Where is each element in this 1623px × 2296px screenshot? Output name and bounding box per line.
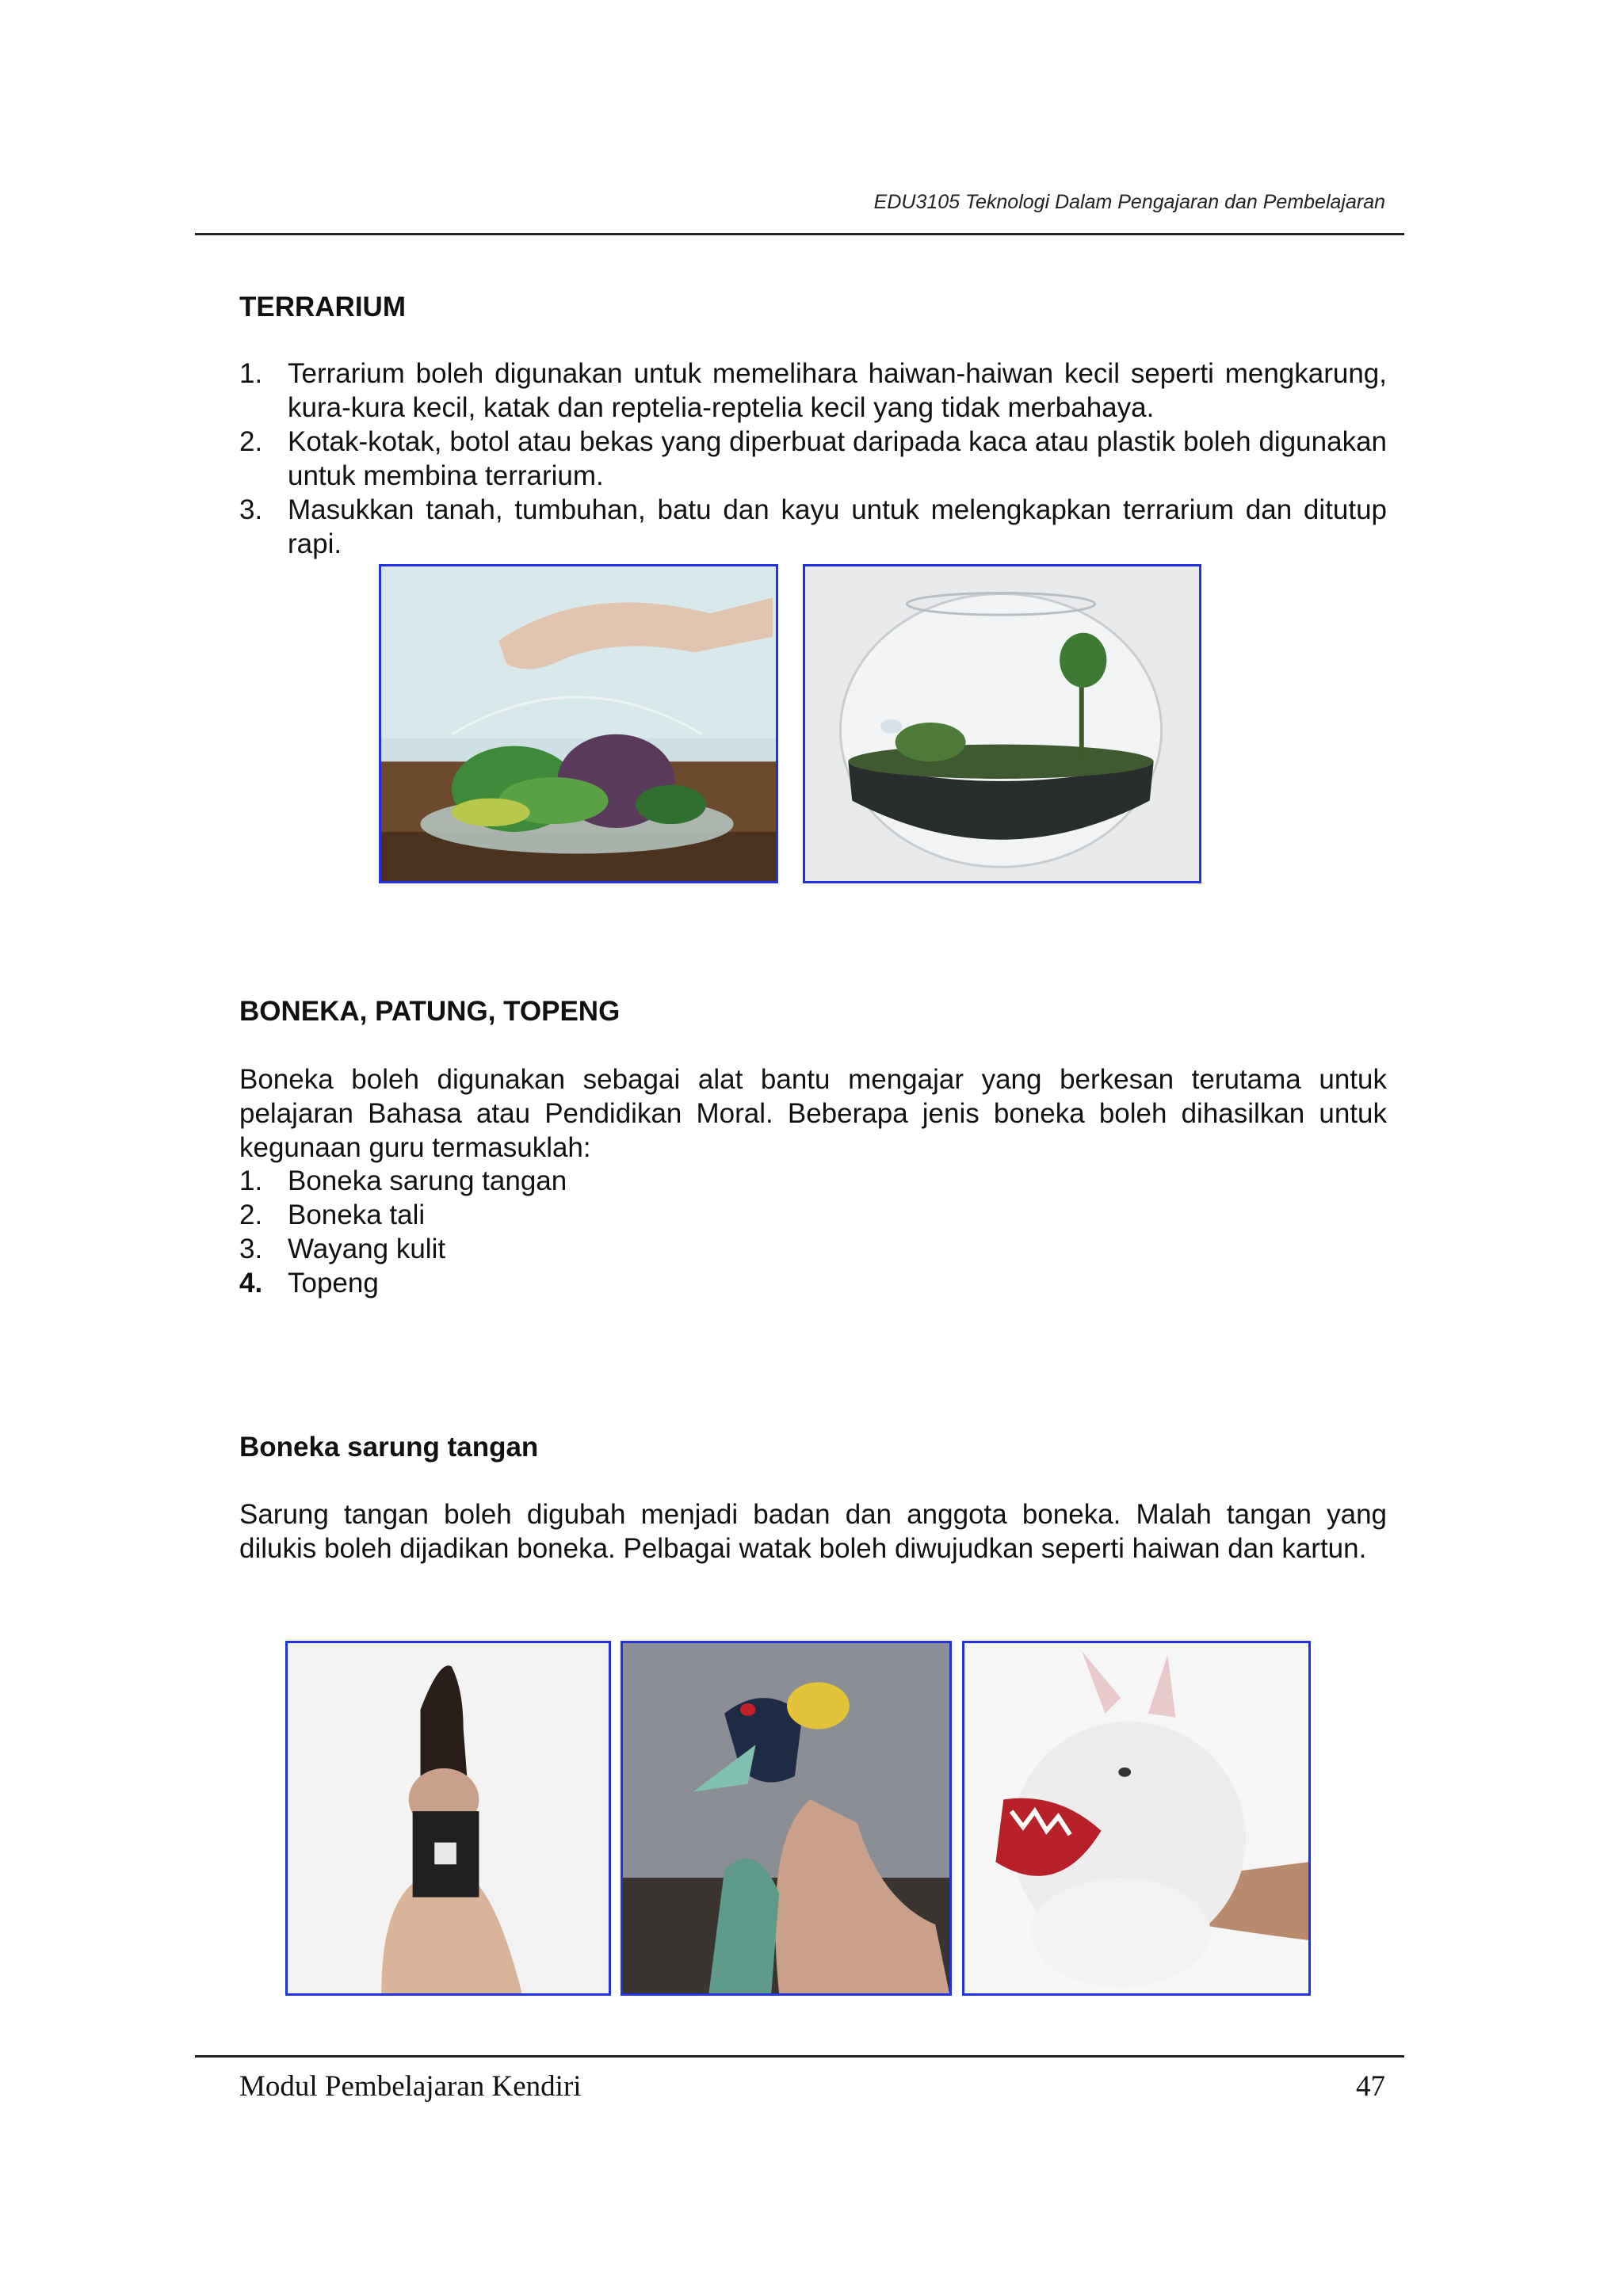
list-text: Kotak-kotak, botol atau bekas yang diperbuat daripada kaca atau plastik boleh digunakan untuk membina terrarium. [288, 426, 1387, 491]
list-item [239, 425, 1387, 493]
section-heading-boneka: BONEKA, PATUNG, TOPENG [239, 996, 621, 1027]
header-rule [195, 233, 1404, 235]
list-text: Terrarium boleh digunakan untuk memelihara haiwan-haiwan kecil seperti mengkarung, kura-kura kecil, katak dan reptelia-reptelia kecil yang tidak merbahaya. [288, 358, 1387, 423]
footer-title: Modul Pembelajaran Kendiri [239, 2070, 582, 2103]
list-text: Wayang kulit [288, 1234, 446, 1264]
footer-rule [195, 2055, 1404, 2058]
list-item [239, 1164, 1387, 1198]
list-text: Masukkan tanah, tumbuhan, batu dan kayu untuk melengkapkan terrarium dan ditutup rapi. [288, 494, 1387, 559]
puppet-photo-bunny [962, 1641, 1311, 1996]
list-text: Boneka tali [288, 1199, 426, 1230]
terrarium-photo-dome [379, 564, 778, 883]
terrarium-photo-bowl [803, 564, 1201, 883]
list-number: 4. [239, 1268, 263, 1299]
list-item [239, 1232, 1387, 1266]
list-number: 2. [239, 1199, 263, 1230]
list-number: 3. [239, 1234, 263, 1264]
list-text: Boneka sarung tangan [288, 1165, 567, 1196]
list-item [239, 1198, 1387, 1232]
section-heading-terrarium: TERRARIUM [239, 292, 406, 322]
list-text: Topeng [288, 1268, 379, 1299]
list-item [239, 357, 1387, 425]
running-header: EDU3105 Teknologi Dalam Pengajaran dan Pembelajaran [873, 191, 1385, 213]
puppet-photo-finger [285, 1641, 611, 1996]
list-number: 2. [239, 426, 263, 457]
list-item [239, 1266, 1387, 1300]
list-number: 1. [239, 1165, 263, 1196]
subsection-heading-sarung: Boneka sarung tangan [239, 1432, 539, 1463]
page-number: 47 [1356, 2070, 1385, 2103]
list-number: 1. [239, 358, 263, 389]
puppet-photo-birds [621, 1641, 952, 1996]
boneka-intro: Boneka boleh digunakan sebagai alat bantu mengajar yang berkesan terutama untuk pelajaran Bahasa atau Pendidikan Moral. Beberapa jenis boneka boleh dihasilkan untuk kegunaan guru termasuklah: [239, 1064, 1387, 1163]
list-item [239, 493, 1387, 561]
list-number: 3. [239, 494, 263, 525]
terrarium-list [239, 357, 1387, 561]
boneka-list [239, 1164, 1387, 1300]
sarung-paragraph: Sarung tangan boleh digubah menjadi badan dan anggota boneka. Malah tangan yang dilukis boleh dijadikan boneka. Pelbagai watak boleh diwujudkan seperti haiwan dan kartun. [239, 1499, 1387, 1564]
